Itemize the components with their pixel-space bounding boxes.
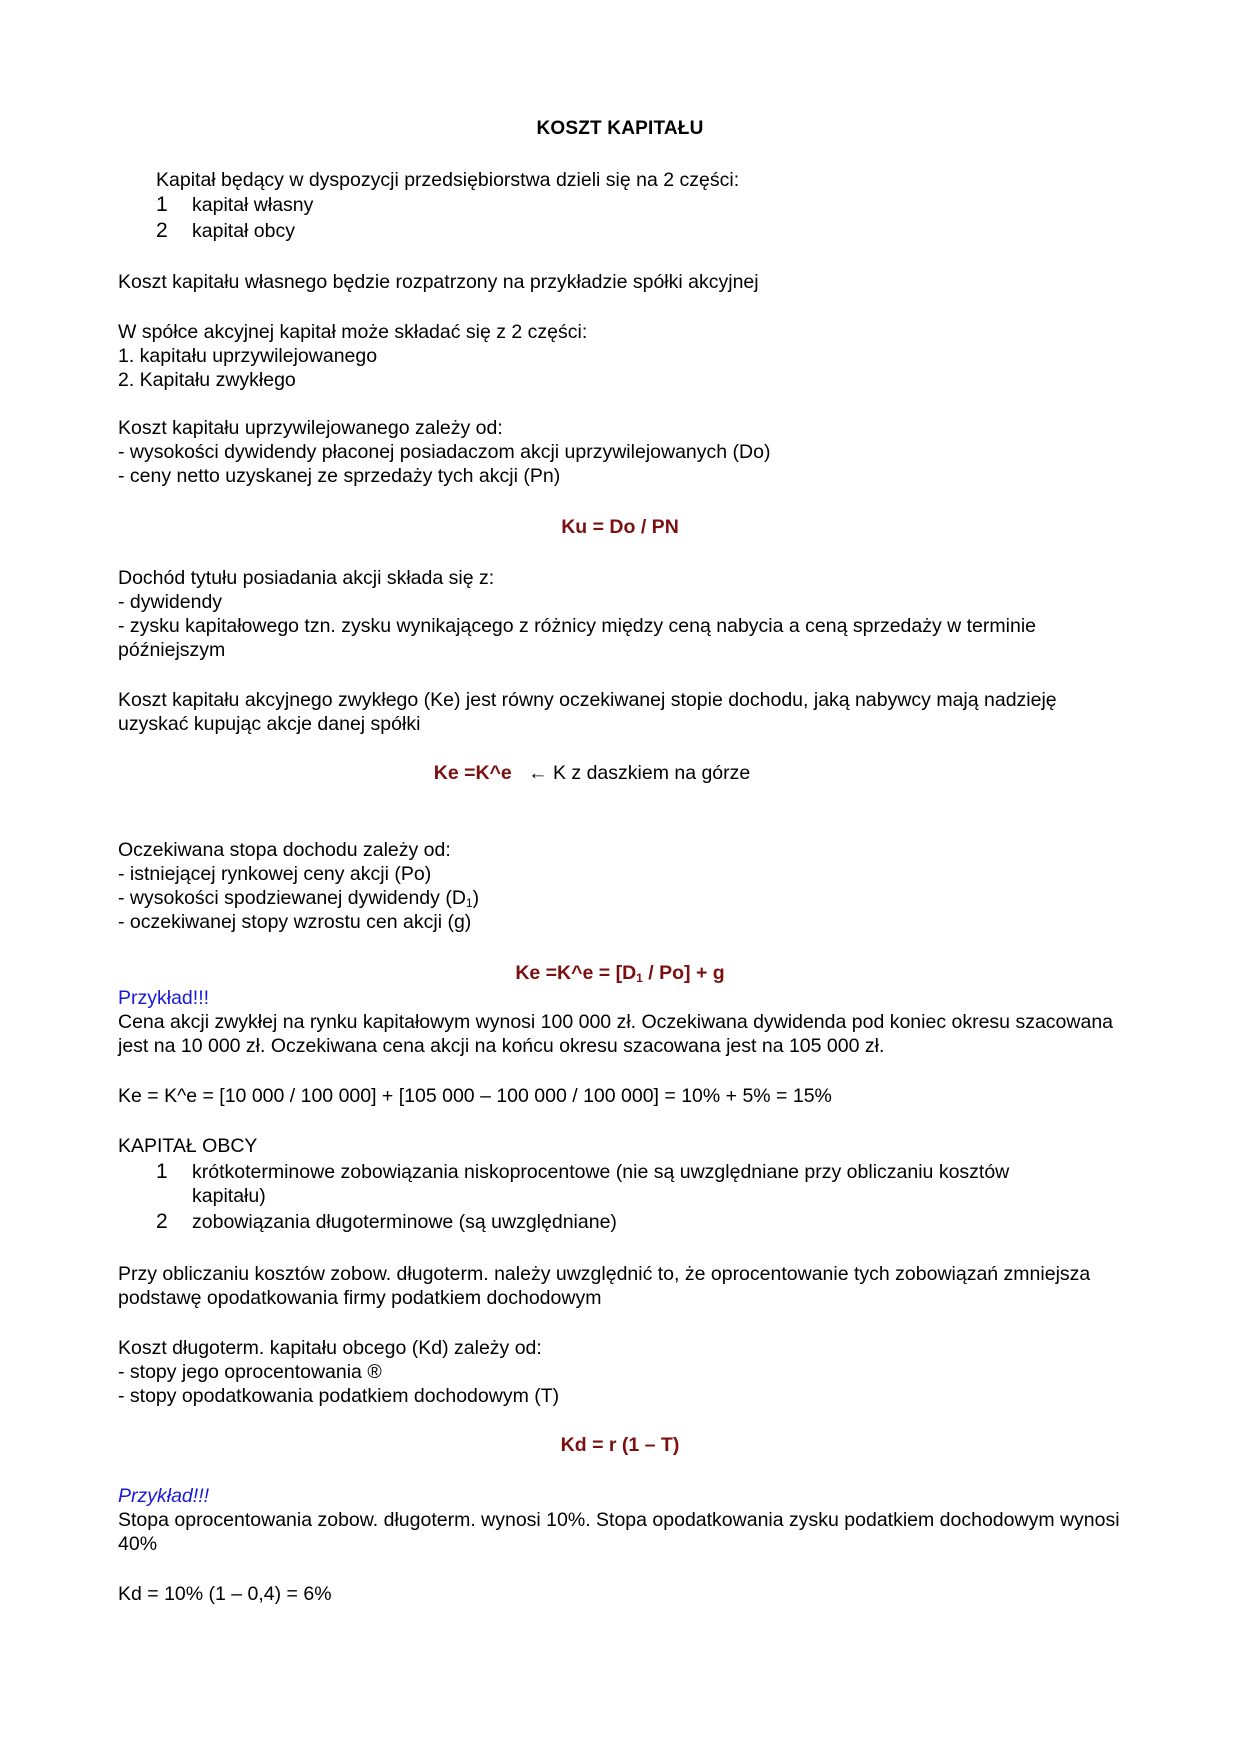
list-item: - ceny netto uzyskanej ze sprzedaży tych akcji (Pn) — [118, 465, 561, 487]
example-2 — [118, 1484, 1128, 1556]
list-item: - stopy opodatkowania podatkiem dochodowym (T) — [118, 1385, 560, 1407]
list-item — [156, 219, 1082, 243]
list-number: 2 — [156, 1210, 168, 1233]
formula-text: Ke =K^e — [433, 762, 512, 784]
formula-note: ← K z daszkiem na górze — [528, 762, 751, 784]
list-item — [156, 193, 1082, 217]
paragraph-tax: Przy obliczaniu kosztów zobow. długoterm. należy uwzględnić to, że oprocentowanie tych zobowiązań zmniejsza podstawę opodatkowania firmy podatkiem dochodowym — [118, 1263, 1091, 1309]
list-item: - istniejącej rynkowej ceny akcji (Po) — [118, 863, 432, 885]
list-number: 2 — [156, 219, 168, 242]
example-text: Stopa oprocentowania zobow. długoterm. wynosi 10%. Stopa opodatkowania zysku podatkiem dochodowym wynosi 40% — [118, 1509, 1120, 1555]
foreign-capital-heading: KAPITAŁ OBCY — [118, 1135, 258, 1157]
list-number: 1 — [156, 1160, 168, 1183]
paragraph-common-stock: Koszt kapitału akcyjnego zwykłego (Ke) jest równy oczekiwanej stopie dochodu, jaką nabywcy mają nadzieję uzyskać kupując akcje danej spółki — [118, 689, 1057, 735]
paragraph-preferred — [118, 416, 1128, 488]
list-item: - wysokości spodziewanej dywidendy $(D_1)$ — [118, 887, 480, 910]
formula-kd: Kd = r (1 – T) — [560, 1434, 680, 1456]
example-1 — [118, 986, 1128, 1058]
list-item: 2. Kapitału zwykłego — [118, 369, 296, 391]
formula-ke-full: Ke =K^e = $[D_1 / Po] + g$ — [515, 962, 725, 985]
example-label: Przykład!!! — [118, 987, 210, 1009]
list-text: zobowiązania długoterminowe (są uwzględniane) — [192, 1211, 617, 1233]
example-1-calculation: Ke = K^e = [10 000 / 100 000] + [105 000 – 100 000 / 100 000] = 10% + 5% = 15% — [118, 1085, 832, 1107]
paragraph-lead: Oczekiwana stopa dochodu zależy od: — [118, 839, 451, 861]
example-text: Cena akcji zwykłej na rynku kapitałowym wynosi 100 000 zł. Oczekiwana dywidenda pod koniec okresu szacowana jest na 10 000 zł. Oczekiwana cena akcji na końcu okresu szacowana jest na 105 000 zł. — [118, 1011, 1114, 1057]
list-item — [156, 1160, 1082, 1208]
example-label: Przykład!!! — [118, 1485, 210, 1507]
paragraph-income — [118, 566, 1128, 662]
paragraph-expected-return — [118, 838, 1128, 934]
list-item — [156, 1210, 1082, 1234]
paragraph-debt-cost — [118, 1336, 1128, 1408]
list-text: kapitał obcy — [192, 220, 295, 242]
formula-ke — [0, 762, 1212, 785]
formula-ku: Ku = Do / PN — [561, 516, 679, 538]
list-item: - zysku kapitałowego tzn. zysku wynikającego z różnicy między ceną nabycia a ceną sprzedaży w terminie późniejszym — [118, 615, 1036, 661]
paragraph-own-capital: Koszt kapitału własnego będzie rozpatrzony na przykładzie spółki akcyjnej — [118, 271, 759, 293]
list-item: 1. kapitału uprzywilejowanego — [118, 345, 378, 367]
example-2-calculation: Kd = 10% (1 – 0,4) = 6% — [118, 1583, 332, 1605]
paragraph-lead: Dochód tytułu posiadania akcji składa się z: — [118, 567, 495, 589]
list-item: - stopy jego oprocentowania ® — [118, 1361, 382, 1383]
list-item: - dywidendy — [118, 591, 223, 613]
list-text: kapitał własny — [192, 194, 314, 216]
paragraph-lead: W spółce akcyjnej kapitał może składać się z 2 części: — [118, 321, 588, 343]
list-text: krótkoterminowe zobowiązania niskoprocentowe (nie są uwzględniane przy obliczaniu kosztów kapitału) — [192, 1161, 1010, 1207]
intro-lead: Kapitał będący w dyspozycji przedsiębiorstwa dzieli się na 2 części: — [156, 169, 740, 191]
paragraph-joint-stock — [118, 320, 1128, 392]
list-item: - oczekiwanej stopy wzrostu cen akcji (g) — [118, 911, 472, 933]
paragraph-lead: Koszt długoterm. kapitału obcego (Kd) zależy od: — [118, 1337, 542, 1359]
page-title: KOSZT KAPITAŁU — [536, 118, 704, 139]
list-number: 1 — [156, 193, 168, 216]
paragraph-lead: Koszt kapitału uprzywilejowanego zależy od: — [118, 417, 503, 439]
list-item: - wysokości dywidendy płaconej posiadaczom akcji uprzywilejowanych (Do) — [118, 441, 771, 463]
